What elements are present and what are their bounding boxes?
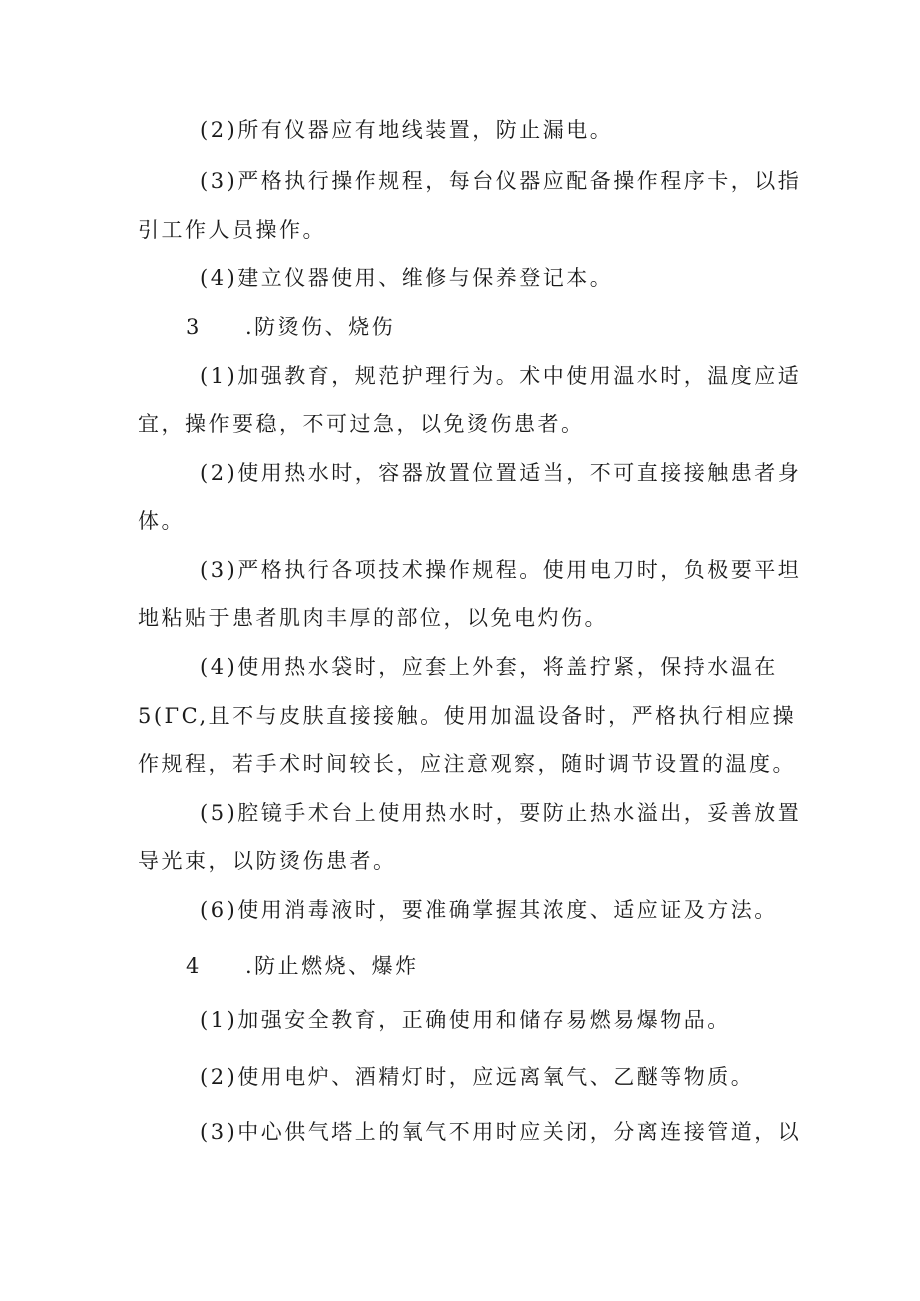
paragraph-line: 宜，操作要稳，不可过急，以免烫伤患者。 [138, 412, 585, 436]
paragraph-line: (5)腔镜手术台上使用热水时，要防止热水溢出，妥善放置 [200, 801, 802, 825]
paragraph-line: 体。 [138, 509, 185, 533]
paragraph-line: (3)严格执行各项技术操作规程。使用电刀时，负极要平坦 [200, 558, 802, 582]
paragraph-line: 引工作人员操作。 [138, 218, 326, 242]
paragraph-line: (2)使用热水时，容器放置位置适当，不可直接接触患者身 [200, 461, 802, 485]
paragraph-line: 作规程，若手术时间较长，应注意观察，随时调节设置的温度。 [138, 752, 796, 776]
paragraph-line: (6)使用消毒液时，要准确掌握其浓度、适应证及方法。 [200, 898, 778, 922]
paragraph-line: (3)中心供气塔上的氧气不用时应关闭，分离连接管道，以 [200, 1120, 802, 1144]
paragraph-line: 地粘贴于患者肌肉丰厚的部位，以免电灼伤。 [138, 606, 608, 630]
paragraph-line: (3)严格执行操作规程，每台仪器应配备操作程序卡，以指 [200, 169, 802, 193]
paragraph-line: (4)使用热水袋时，应套上外套，将盖拧紧，保持水温在 [200, 655, 778, 679]
heading-number: 3 [186, 315, 200, 339]
paragraph-line: (1)加强教育，规范护理行为。术中使用温水时，温度应适 [200, 364, 802, 388]
heading-text: .防止燃烧、爆炸 [245, 954, 419, 978]
paragraph-line: (1)加强安全教育，正确使用和储存易燃易爆物品。 [200, 1008, 731, 1032]
paragraph-line: (2)使用电炉、酒精灯时，应远离氧气、乙醚等物质。 [200, 1065, 755, 1089]
heading-text: .防烫伤、烧伤 [245, 315, 396, 339]
paragraph-line: (4)建立仪器使用、维修与保养登记本。 [200, 266, 614, 290]
heading-number: 4 [186, 954, 200, 978]
paragraph-line: (2)所有仪器应有地线装置，防止漏电。 [200, 118, 614, 142]
paragraph-line: 5(ΓC,且不与皮肤直接接触。使用加温设备时，严格执行相应操 [138, 704, 797, 728]
paragraph-line: 导光束，以防烫伤患者。 [138, 849, 397, 873]
